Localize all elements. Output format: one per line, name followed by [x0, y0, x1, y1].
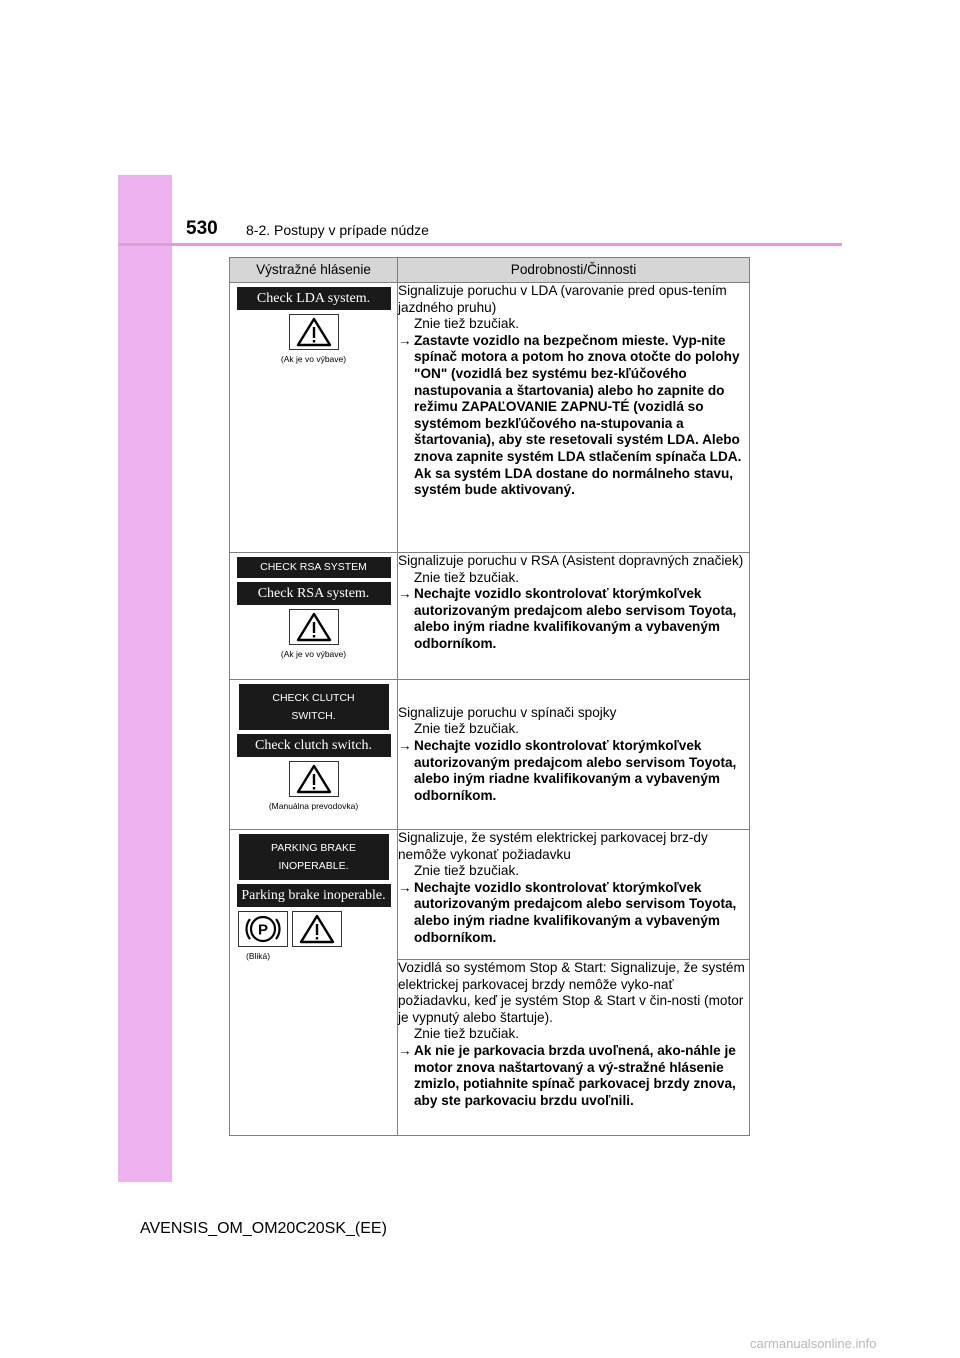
- buzzer-note: Znie tiež bzučiak.: [414, 863, 520, 879]
- details-cell: [398, 283, 750, 553]
- arrow-icon: →: [398, 1042, 412, 1058]
- action-text: Zastavte vozidlo na bezpečnom mieste. Vyp-nite spínač motora a potom ho znova otočte do polohy "ON" (vozidlá bez systému bez-kľúčového nastupovania a štartovania) alebo ho zapnite do režimu ZAPAĽOVANIE ZAPNU-TÉ (vozidlá so systémom bezkľúčového na-stupovania a štartovania), aby ste resetovali systém LDA. Alebo znova zapnite systém LDA stlačením spínača LDA. Ak sa systém LDA dostane do normálneho stavu, systém bude aktivovaný.: [414, 332, 742, 498]
- chapter-tab: [118, 175, 172, 1182]
- description: Vozidlá so systémom Stop & Start: Signalizuje, že systém elektrickej parkovacej brzdy nemôže vyko-nať požiadavku, keď je systém Stop & Start v čin-nosti (motor je vypnutý alebo štartuje).: [398, 960, 745, 1025]
- buzzer-note: Znie tiež bzučiak.: [414, 316, 520, 332]
- action-text: Nechajte vozidlo skontrolovať ktorýmkoľvek autorizovaným predajcom alebo servisom Toyota, alebo iným riadne kvalifikovaným a vybaveným odborníkom.: [414, 737, 737, 803]
- header-rule: [118, 243, 842, 246]
- display-message: Check RSA system.: [237, 582, 391, 605]
- description: Signalizuje poruchu v spínači spojky: [398, 704, 617, 720]
- availability-note: (Manuálna prevodovka): [268, 801, 359, 811]
- model-code: AVENSIS_OM_OM20C20SK_(EE): [140, 1220, 387, 1237]
- warning-triangle-icon: [289, 314, 339, 350]
- display-message: Check clutch switch.: [237, 734, 391, 757]
- parking-brake-icon: [238, 911, 288, 947]
- table-row: [230, 830, 750, 960]
- section-title: 8-2. Postupy v prípade núdze: [246, 222, 429, 238]
- action-step: [398, 880, 749, 946]
- warning-triangle-icon: [292, 911, 342, 947]
- description: Signalizuje poruchu v RSA (Asistent dopravných značiek): [398, 553, 744, 568]
- warning-triangle-icon: [289, 609, 339, 645]
- buzzer-note: Znie tiež bzučiak.: [414, 569, 520, 585]
- message-cell: [230, 680, 398, 830]
- arrow-icon: →: [398, 586, 412, 602]
- display-message: PARKING BRAKE INOPERABLE.: [239, 834, 389, 880]
- action-step: [398, 333, 749, 499]
- description: Signalizuje, že systém elektrickej parkovacej brz-dy nemôže vykonať požiadavku: [398, 830, 708, 862]
- description: Signalizuje poruchu v LDA (varovanie pred opus-tením jazdného pruhu): [398, 283, 727, 315]
- watermark: carmanualsonline.info: [750, 1336, 877, 1351]
- col-header-details: Podrobnosti/Činnosti: [398, 258, 750, 283]
- action-step: [398, 586, 749, 652]
- action-text: Nechajte vozidlo skontrolovať ktorýmkoľvek autorizovaným predajcom alebo servisom Toyota, alebo iným riadne kvalifikovaným a vybaveným odborníkom.: [414, 879, 737, 945]
- display-message: CHECK CLUTCH SWITCH.: [239, 684, 389, 730]
- table-row: [230, 553, 750, 680]
- arrow-icon: →: [398, 332, 412, 348]
- svg-text:P: P: [257, 921, 269, 939]
- buzzer-note: Znie tiež bzučiak.: [414, 1026, 520, 1042]
- arrow-icon: →: [398, 879, 412, 895]
- details-cell: [398, 680, 750, 830]
- action-step: [398, 1043, 749, 1109]
- details-cell: [398, 830, 750, 960]
- buzzer-note: Znie tiež bzučiak.: [414, 721, 520, 737]
- details-cell: [398, 960, 750, 1136]
- message-cell: [230, 553, 398, 680]
- arrow-icon: →: [398, 737, 412, 753]
- blink-note: (Bliká): [246, 951, 271, 961]
- display-message: Check LDA system.: [237, 287, 391, 310]
- warning-table: [229, 257, 750, 1136]
- message-cell: [230, 283, 398, 553]
- display-message: CHECK RSA SYSTEM: [237, 557, 391, 578]
- action-text: Ak nie je parkovacia brzda uvoľnená, ako-náhle je motor znova naštartovaný a vý-stražné hlásenie zmizlo, potiahnite spínač parkovacej brzdy znova, aby ste parkovaciu brzdu uvoľnili.: [414, 1042, 736, 1108]
- table-header-row: [230, 258, 750, 283]
- action-text: Nechajte vozidlo skontrolovať ktorýmkoľvek autorizovaným predajcom alebo servisom Toyota, alebo iným riadne kvalifikovaným a vybaveným odborníkom.: [414, 586, 737, 651]
- message-cell: [230, 830, 398, 1136]
- table-row: [230, 283, 750, 553]
- availability-note: (Ak je vo výbave): [280, 354, 347, 364]
- display-message: Parking brake inoperable.: [237, 884, 391, 907]
- warning-triangle-icon: [289, 761, 339, 797]
- page-number: 530: [186, 218, 218, 239]
- table-row: [230, 680, 750, 830]
- availability-note: (Ak je vo výbave): [280, 649, 347, 659]
- action-step: [398, 738, 749, 804]
- col-header-message: Výstražné hlásenie: [230, 258, 398, 283]
- details-cell: [398, 553, 750, 680]
